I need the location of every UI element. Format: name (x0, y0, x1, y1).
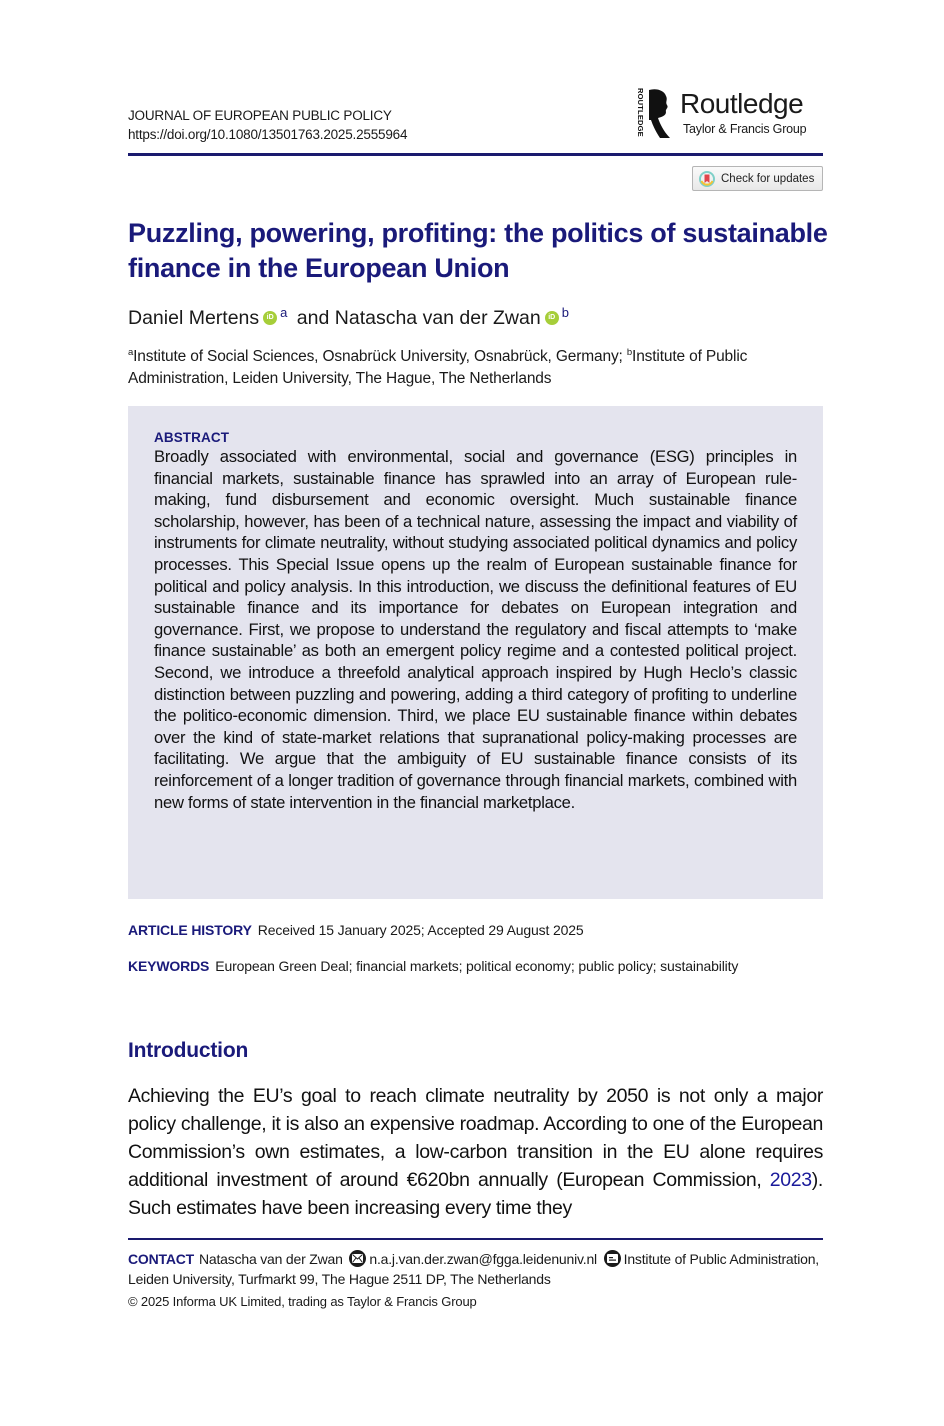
contact-name: Natascha van der Zwan (199, 1251, 343, 1267)
contact-label: CONTACT (128, 1251, 194, 1267)
contact-address: Institute of Public Administration, Leiden University, Turfmarkt 99, The Hague 2511 DP, The Netherlands (128, 1251, 819, 1287)
author-joiner: and (296, 307, 330, 329)
introduction-paragraph (128, 1082, 823, 1222)
crossmark-icon (699, 171, 715, 187)
affiliation-mark[interactable]: b (561, 305, 569, 320)
citation-link[interactable]: 2023 (769, 1169, 812, 1191)
envelope-icon (349, 1250, 366, 1267)
keywords-text: European Green Deal; financial markets; political economy; public policy; sustainability (215, 958, 739, 974)
footer-divider (128, 1238, 823, 1240)
publisher-logo (636, 88, 826, 140)
article-history (128, 921, 584, 939)
publisher-group: Taylor & Francis Group (683, 122, 807, 136)
journal-header (128, 106, 407, 144)
keywords-label: KEYWORDS (128, 958, 210, 974)
body-text-segment: Achieving the EU’s goal to reach climate neutrality by 2050 is not only a major policy challenge, it is also an expensive roadmap. According to one of the European Commission’s own estimates, a low-carbon transition in the EU alone requires additional investment of around €620bn annually (European Commission, (128, 1085, 823, 1191)
header-divider (128, 153, 823, 156)
affiliation-mark[interactable]: a (280, 305, 288, 320)
abstract-text: Broadly associated with environmental, social and governance (ESG) principles in financial markets, sustainable finance has sprawled into an array of European rule-making, fund disbursement and economic oversight. Much sustainable finance scholarship, however, has been of a technical nature, assessing the impact and viability of instruments for climate neutrality, without studying associated political dynamics and policy processes. This Special Issue opens up the realm of European sustainable finance for political and policy analysis. In this introduction, we discuss the definitional features of EU sustainable finance and its importance for debates on European integration and governance. First, we propose to understand the regulatory and fiscal attempts to ‘make finance sustainable’ as both an emergent policy regime and a contested political project. Second, we introduce a threefold analytical approach inspired by Hugh Heclo’s classic distinction between puzzling and powering, adding a third category of profiting to underline the politico-economic dimension. Third, we place EU sustainable finance within debates over the kind of state-market relations that supranational policy-making processes are facilitating. We argue that the ambiguity of EU sustainable finance consists of its reinforcement of a longer tradition of governance through financial markets, combined with new forms of state intervention in the financial marketplace. (154, 447, 797, 812)
keywords (128, 957, 738, 975)
logo-vertical-text: ROUTLEDGE (636, 88, 645, 137)
affiliation-mark: b (626, 347, 633, 358)
section-heading-introduction: Introduction (128, 1039, 249, 1062)
affiliation-mark: a (128, 347, 134, 358)
contact-email[interactable]: n.a.j.van.der.zwan@fgga.leidenuniv.nl (369, 1251, 597, 1267)
copyright-notice: © 2025 Informa UK Limited, trading as Taylor & Francis Group (128, 1294, 477, 1309)
article-title: Puzzling, powering, profiting: the politics of sustainable finance in the European Union (128, 218, 828, 283)
article-history-label: ARTICLE HISTORY (128, 922, 252, 938)
author-list (128, 300, 573, 331)
author-name[interactable]: Natascha van der Zwan (334, 307, 541, 329)
author-name[interactable]: Daniel Mertens (128, 307, 260, 329)
orcid-icon[interactable]: iD (263, 311, 277, 325)
abstract-heading: ABSTRACT (154, 430, 230, 445)
address-card-icon (604, 1250, 621, 1267)
publisher-name: Routledge (680, 88, 804, 119)
article-history-text: Received 15 January 2025; Accepted 29 August 2025 (257, 922, 584, 938)
orcid-icon[interactable]: iD (545, 311, 559, 325)
affiliation-text: Institute of Public Administration, Leiden University, The Hague, The Netherlands (128, 348, 748, 387)
routledge-profile-icon (646, 88, 672, 140)
journal-name: JOURNAL OF EUROPEAN PUBLIC POLICY (128, 108, 392, 123)
contact-info (128, 1249, 828, 1289)
check-for-updates-label: Check for updates (721, 172, 815, 185)
check-for-updates-button[interactable] (692, 166, 823, 191)
body-text-segment: ). Such estimates have been increasing every time they (128, 1169, 823, 1219)
doi-link[interactable]: https://doi.org/10.1080/13501763.2025.2555964 (128, 127, 408, 142)
affiliations (128, 342, 828, 390)
affiliation-text: Institute of Social Sciences, Osnabrück University, Osnabrück, Germany; (133, 348, 623, 365)
